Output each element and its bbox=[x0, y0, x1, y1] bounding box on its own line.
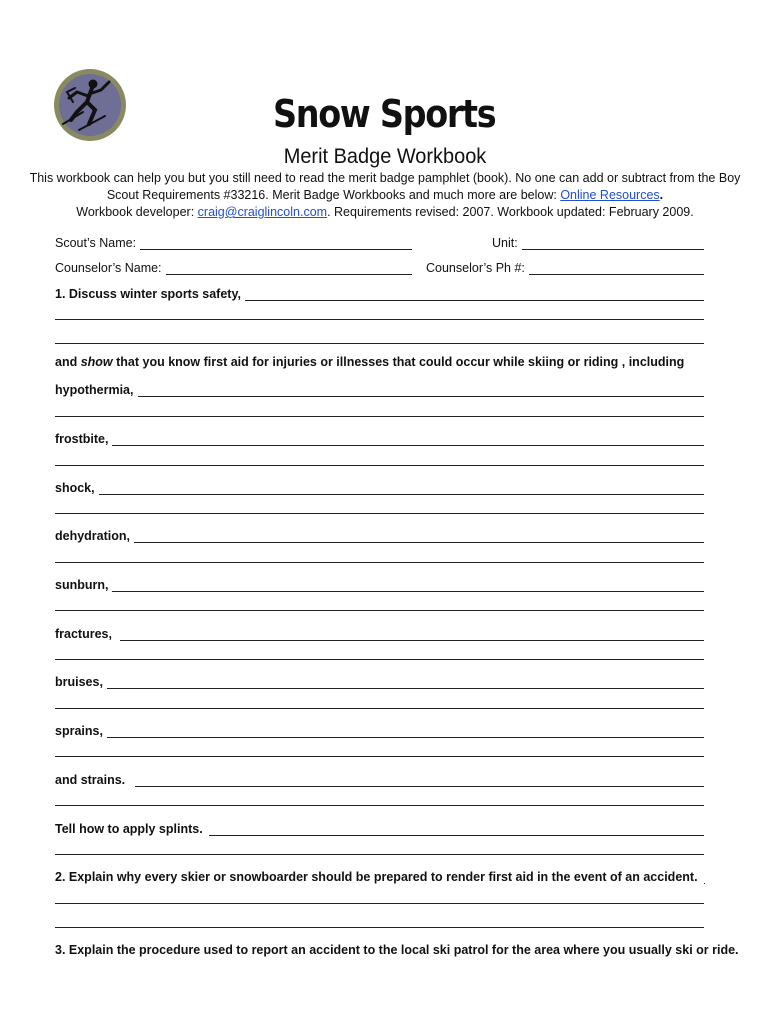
show-post: that you know first aid for injuries or illnesses that could occur while skiing or riding , including bbox=[112, 355, 685, 369]
item-sprains[interactable] bbox=[55, 720, 704, 738]
item-strains[interactable] bbox=[55, 769, 704, 787]
intro-line-3 bbox=[0, 204, 770, 221]
answer-line[interactable] bbox=[55, 465, 704, 466]
item-dehydration[interactable] bbox=[55, 525, 704, 543]
answer-line[interactable] bbox=[135, 773, 704, 787]
answer-line[interactable] bbox=[55, 927, 704, 928]
scout-name-label: Scout’s Name: bbox=[55, 236, 137, 250]
answer-line[interactable] bbox=[55, 610, 704, 611]
counselor-phone-line[interactable] bbox=[529, 261, 704, 275]
answer-line[interactable] bbox=[134, 529, 704, 543]
counselor-name-label: Counselor’s Name: bbox=[55, 261, 162, 275]
online-resources-link[interactable]: Online Resources bbox=[560, 188, 660, 202]
show-word: show bbox=[80, 355, 113, 369]
counselor-phone-field[interactable] bbox=[426, 257, 704, 275]
scout-name-line[interactable] bbox=[140, 236, 412, 250]
item-frostbite[interactable] bbox=[55, 428, 704, 446]
answer-line[interactable] bbox=[55, 805, 704, 806]
answer-line[interactable] bbox=[112, 432, 704, 446]
intro-line-2-period: . bbox=[659, 188, 664, 202]
counselor-phone-label: Counselor’s Ph #: bbox=[426, 261, 525, 275]
item-label: sunburn, bbox=[55, 578, 109, 592]
item-label: and strains. bbox=[55, 773, 126, 787]
answer-line[interactable] bbox=[55, 562, 704, 563]
answer-line[interactable] bbox=[55, 416, 704, 417]
item-shock[interactable] bbox=[55, 477, 704, 495]
counselor-name-line[interactable] bbox=[166, 261, 412, 275]
item-label: shock, bbox=[55, 481, 95, 495]
answer-line[interactable] bbox=[55, 708, 704, 709]
answer-line[interactable] bbox=[55, 756, 704, 757]
answer-line[interactable] bbox=[138, 383, 705, 397]
intro-line-1: This workbook can help you but you still need to read the merit badge pamphlet (book). No one can add or subtract from the Boy bbox=[29, 171, 741, 185]
show-pre: and bbox=[55, 355, 81, 369]
intro-line-2 bbox=[0, 187, 770, 204]
item-bruises[interactable] bbox=[55, 671, 704, 689]
intro-line-3-text: Workbook developer: bbox=[76, 205, 198, 219]
answer-line[interactable] bbox=[55, 319, 704, 320]
item-fractures[interactable] bbox=[55, 623, 704, 641]
item-label: dehydration, bbox=[55, 529, 131, 543]
unit-line[interactable] bbox=[522, 236, 704, 250]
item-sunburn[interactable] bbox=[55, 574, 704, 592]
answer-line[interactable] bbox=[107, 724, 704, 738]
item-label: frostbite, bbox=[55, 432, 109, 446]
answer-line[interactable] bbox=[120, 627, 704, 641]
req3-row[interactable] bbox=[55, 939, 739, 957]
answer-line[interactable] bbox=[55, 659, 704, 660]
answer-line[interactable] bbox=[99, 481, 704, 495]
item-label: hypothermia, bbox=[55, 383, 134, 397]
splints-label: Tell how to apply splints. bbox=[55, 822, 203, 836]
scout-name-field[interactable] bbox=[55, 232, 412, 250]
item-label: sprains, bbox=[55, 724, 103, 738]
item-label: fractures, bbox=[55, 627, 112, 641]
developer-email-link[interactable]: craig@craiglincoln.com bbox=[197, 205, 328, 219]
answer-line[interactable] bbox=[245, 287, 704, 301]
unit-field[interactable] bbox=[492, 232, 704, 250]
item-label: bruises, bbox=[55, 675, 103, 689]
page-subtitle: Merit Badge Workbook bbox=[283, 145, 487, 168]
intro-paragraph bbox=[0, 170, 770, 221]
req3-label: 3. Explain the procedure used to report an accident to the local ski patrol for the area where you usually ski or ride. bbox=[55, 943, 739, 957]
req2-row[interactable] bbox=[55, 866, 704, 884]
page-title: Snow Sports bbox=[273, 92, 496, 136]
answer-line[interactable] bbox=[112, 578, 704, 592]
req2-label: 2. Explain why every skier or snowboarder should be prepared to render first aid in the event of an accident. bbox=[55, 870, 698, 884]
req1-label: 1. Discuss winter sports safety, bbox=[55, 287, 241, 301]
item-hypothermia[interactable] bbox=[55, 379, 704, 397]
req1-row[interactable] bbox=[55, 283, 704, 301]
answer-line[interactable] bbox=[55, 903, 704, 904]
unit-label: Unit: bbox=[492, 236, 518, 250]
splints-row[interactable] bbox=[55, 818, 704, 836]
answer-line[interactable] bbox=[107, 675, 704, 689]
intro-line-2-text: Scout Requirements #33216. Merit Badge Workbooks and much more are below: bbox=[106, 188, 561, 202]
answer-line[interactable] bbox=[55, 513, 704, 514]
intro-line-3-suffix: . Requirements revised: 2007. Workbook updated: February 2009. bbox=[327, 205, 694, 219]
answer-line[interactable] bbox=[209, 822, 704, 836]
counselor-name-field[interactable] bbox=[55, 257, 412, 275]
req1-show-sentence bbox=[55, 355, 704, 369]
answer-line[interactable] bbox=[55, 343, 704, 344]
answer-line[interactable] bbox=[55, 854, 704, 855]
